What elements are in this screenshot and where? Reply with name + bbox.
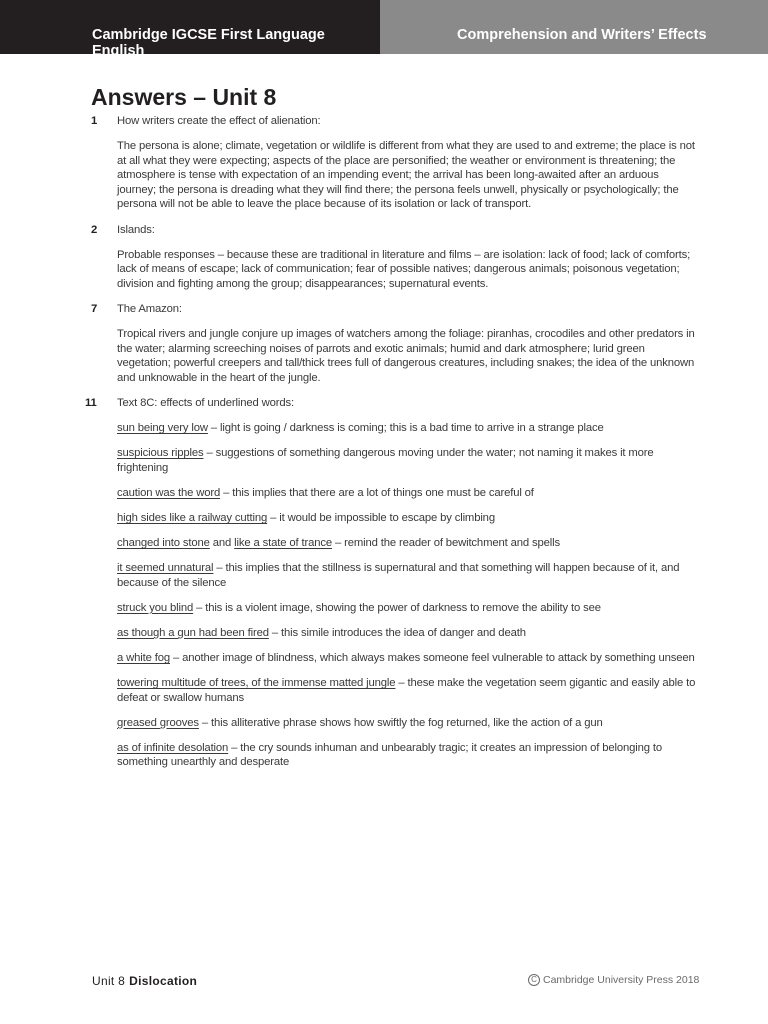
effect-item — [117, 626, 697, 641]
underlined-phrase: high sides like a railway cutting — [117, 511, 268, 524]
question-1 — [91, 114, 697, 212]
underlined-phrase: it seemed unnatural — [117, 562, 214, 575]
footer-unit-number: Unit 8 — [92, 974, 126, 988]
effect-item — [117, 446, 697, 475]
effect-explanation: – this implies that there are a lot of things one must be careful of — [220, 486, 534, 499]
effect-item — [117, 741, 697, 770]
copyright-text: Cambridge University Press 2018 — [543, 974, 700, 986]
answers-content — [85, 114, 697, 781]
effect-explanation: – light is going / darkness is coming; this is a bad time to arrive in a strange place — [207, 422, 604, 434]
effect-item — [117, 561, 697, 590]
effect-explanation: – suggestions of something dangerous moving under the water; not naming it makes it more frightening — [117, 447, 654, 474]
effect-item — [117, 676, 697, 705]
effect-explanation: – this implies that the stillness is supernatural and that something will happen because of it, and because of the silence — [117, 562, 680, 589]
underlined-phrase: changed into stone — [117, 536, 210, 549]
footer-unit-title: Dislocation — [129, 974, 198, 988]
underlined-phrase: suspicious ripples — [117, 447, 204, 460]
underlined-phrase: as though a gun had been fired — [117, 626, 269, 639]
effect-item — [117, 421, 697, 436]
effect-explanation: – remind the reader of bewitchment and spells — [331, 536, 560, 549]
effect-explanation: – this simile introduces the idea of danger and death — [268, 626, 526, 639]
underlined-phrase: a white fog — [117, 651, 170, 664]
question-number: 1 — [91, 115, 98, 127]
effect-item — [117, 486, 697, 501]
page-title: Answers – Unit 8 — [91, 84, 277, 110]
effect-explanation: – these make the vegetation seem gigantic and easily able to defeat or swallow humans — [117, 677, 696, 704]
header-right-title: Comprehension and Writers’ Effects — [457, 27, 707, 43]
question-number: 11 — [85, 396, 97, 409]
question-2 — [91, 223, 697, 292]
question-7 — [91, 302, 697, 385]
conjunction: and — [209, 536, 235, 549]
effect-explanation: – this alliterative phrase shows how swiftly the fog returned, like the action of a gun — [198, 716, 603, 729]
underlined-phrase: caution was the word — [117, 486, 221, 499]
effect-item — [117, 716, 697, 731]
copyright-icon: C — [528, 974, 540, 986]
question-number: 7 — [91, 302, 98, 315]
question-prompt: The Amazon: — [117, 302, 182, 315]
header-left-bar — [0, 0, 380, 59]
question-answer: Tropical rivers and jungle conjure up images of watchers among the foliage: piranhas, crocodiles and other predators in the water; alarming screeching noises of parrots and exotic animals; humid and dark atmosphere; lurid green vegetation; powerful creepers and tall/thick trees full of dangerous creatures, including snakes; the idea of the unknown and unknowable in the heart of the jungle. — [117, 328, 695, 384]
underlined-phrase: sun being very low — [117, 422, 208, 434]
underlined-phrase: towering multitude of trees, of the immense matted jungle — [117, 677, 396, 690]
underlined-phrase: like a state of trance — [234, 536, 332, 549]
question-prompt: Islands: — [117, 223, 155, 236]
effect-explanation: – it would be impossible to escape by climbing — [267, 511, 495, 524]
question-answer: Probable responses – because these are traditional in literature and films – are isolation: lack of food; lack of comforts; lack of means of escape; lack of communication; fear of possible natives; dangerous animals; poisonous vegetation; division and fighting among the group; disappearances; supernatural events. — [117, 248, 691, 290]
question-prompt: How writers create the effect of alienation: — [117, 115, 321, 127]
effect-explanation: – another image of blindness, which always makes someone feel vulnerable to attack by something unseen — [170, 651, 695, 664]
effect-item — [117, 651, 697, 666]
effect-explanation: – this is a violent image, showing the power of darkness to remove the ability to see — [193, 601, 601, 614]
underlined-phrase: greased grooves — [117, 716, 199, 729]
effect-item — [117, 601, 697, 616]
effect-explanation: – the cry sounds inhuman and unbearably tragic; it creates an impression of belonging to something unearthly and desperate — [117, 741, 662, 769]
underlined-phrase: struck you blind — [117, 601, 194, 614]
effect-item — [117, 511, 697, 526]
question-number: 2 — [91, 223, 98, 236]
header-left-title: Cambridge IGCSE First Language English — [92, 27, 325, 59]
footer-copyright — [528, 974, 699, 986]
question-11 — [85, 396, 697, 770]
footer-unit — [92, 974, 197, 988]
header-right-bar — [380, 0, 768, 54]
question-answer: The persona is alone; climate, vegetation or wildlife is different from what they are used to and extreme; the place is not at all what they were expecting; aspects of the place are personified; the weather or environment is threatening; the atmosphere is tense with expectation of an impending event; the arrival has been long-awaited after an arduous journey; the persona is dreading what they will find there; the persona feels unwell, physically or psychologically; the persona will not be able to leave the place because of its isolation or lack of transport. — [117, 140, 695, 211]
underlined-phrase: as of infinite desolation — [117, 741, 229, 754]
effect-item — [117, 536, 697, 551]
question-prompt: Text 8C: effects of underlined words: — [117, 396, 294, 409]
